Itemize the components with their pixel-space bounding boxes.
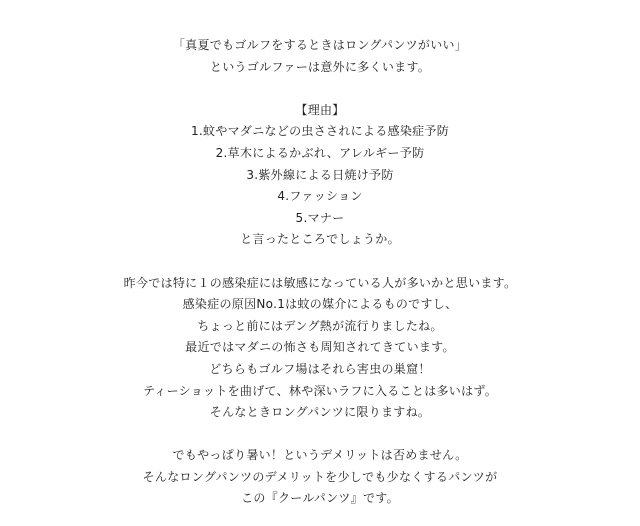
reason-item: 2.草木によるかぶれ、アレルギー予防 bbox=[215, 145, 425, 160]
paragraph-line: 昨今では特に１の感染症には敏感になっている人が多いかと思います。 bbox=[123, 275, 517, 290]
paragraph-line: 感染症の原因No.1は蚊の媒介によるものですし、 bbox=[182, 297, 458, 312]
paragraph-line: どちらもゴルフ場はそれら害虫の巣窟！ bbox=[209, 361, 431, 376]
reason-item: 3.紫外線による日焼け予防 bbox=[246, 167, 394, 182]
paragraph-line: ティーショットを曲げて、林や深いラフに入ることは多いはず。 bbox=[142, 383, 498, 398]
reason-item: 5.マナー bbox=[295, 210, 345, 225]
intro-line: というゴルファーは意外に多くいます。 bbox=[209, 59, 431, 74]
reason-item: 1.蚊やマダニなどの虫さされによる感染症予防 bbox=[190, 124, 450, 139]
paragraph-spacer bbox=[0, 251, 640, 273]
paragraph-spacer bbox=[0, 424, 640, 446]
reason-item: 4.ファッション bbox=[277, 189, 363, 204]
intro-line: 「真夏でもゴルフをするときはロングパンツがいい」 bbox=[172, 38, 468, 52]
paragraph-line: この『クールパンツ』です。 bbox=[241, 491, 399, 506]
paragraph-line: ちょっと前にはデング熱が流行りましたね。 bbox=[197, 318, 443, 333]
article-body bbox=[0, 35, 640, 510]
reasons-heading: 【理由】 bbox=[295, 102, 345, 117]
paragraph-line: でもやっぱり暑い！というデメリットは否めません。 bbox=[172, 448, 468, 463]
paragraph-line: そんなロングパンツのデメリットを少しでも少なくするパンツが bbox=[142, 469, 498, 484]
paragraph-line: 最近ではマダニの怖さも周知されてきています。 bbox=[185, 340, 455, 355]
paragraph-line: そんなときロングパンツに限りますね。 bbox=[209, 405, 431, 420]
paragraph-spacer bbox=[0, 78, 640, 100]
reasons-closing: と言ったところでしょうか。 bbox=[240, 232, 400, 247]
